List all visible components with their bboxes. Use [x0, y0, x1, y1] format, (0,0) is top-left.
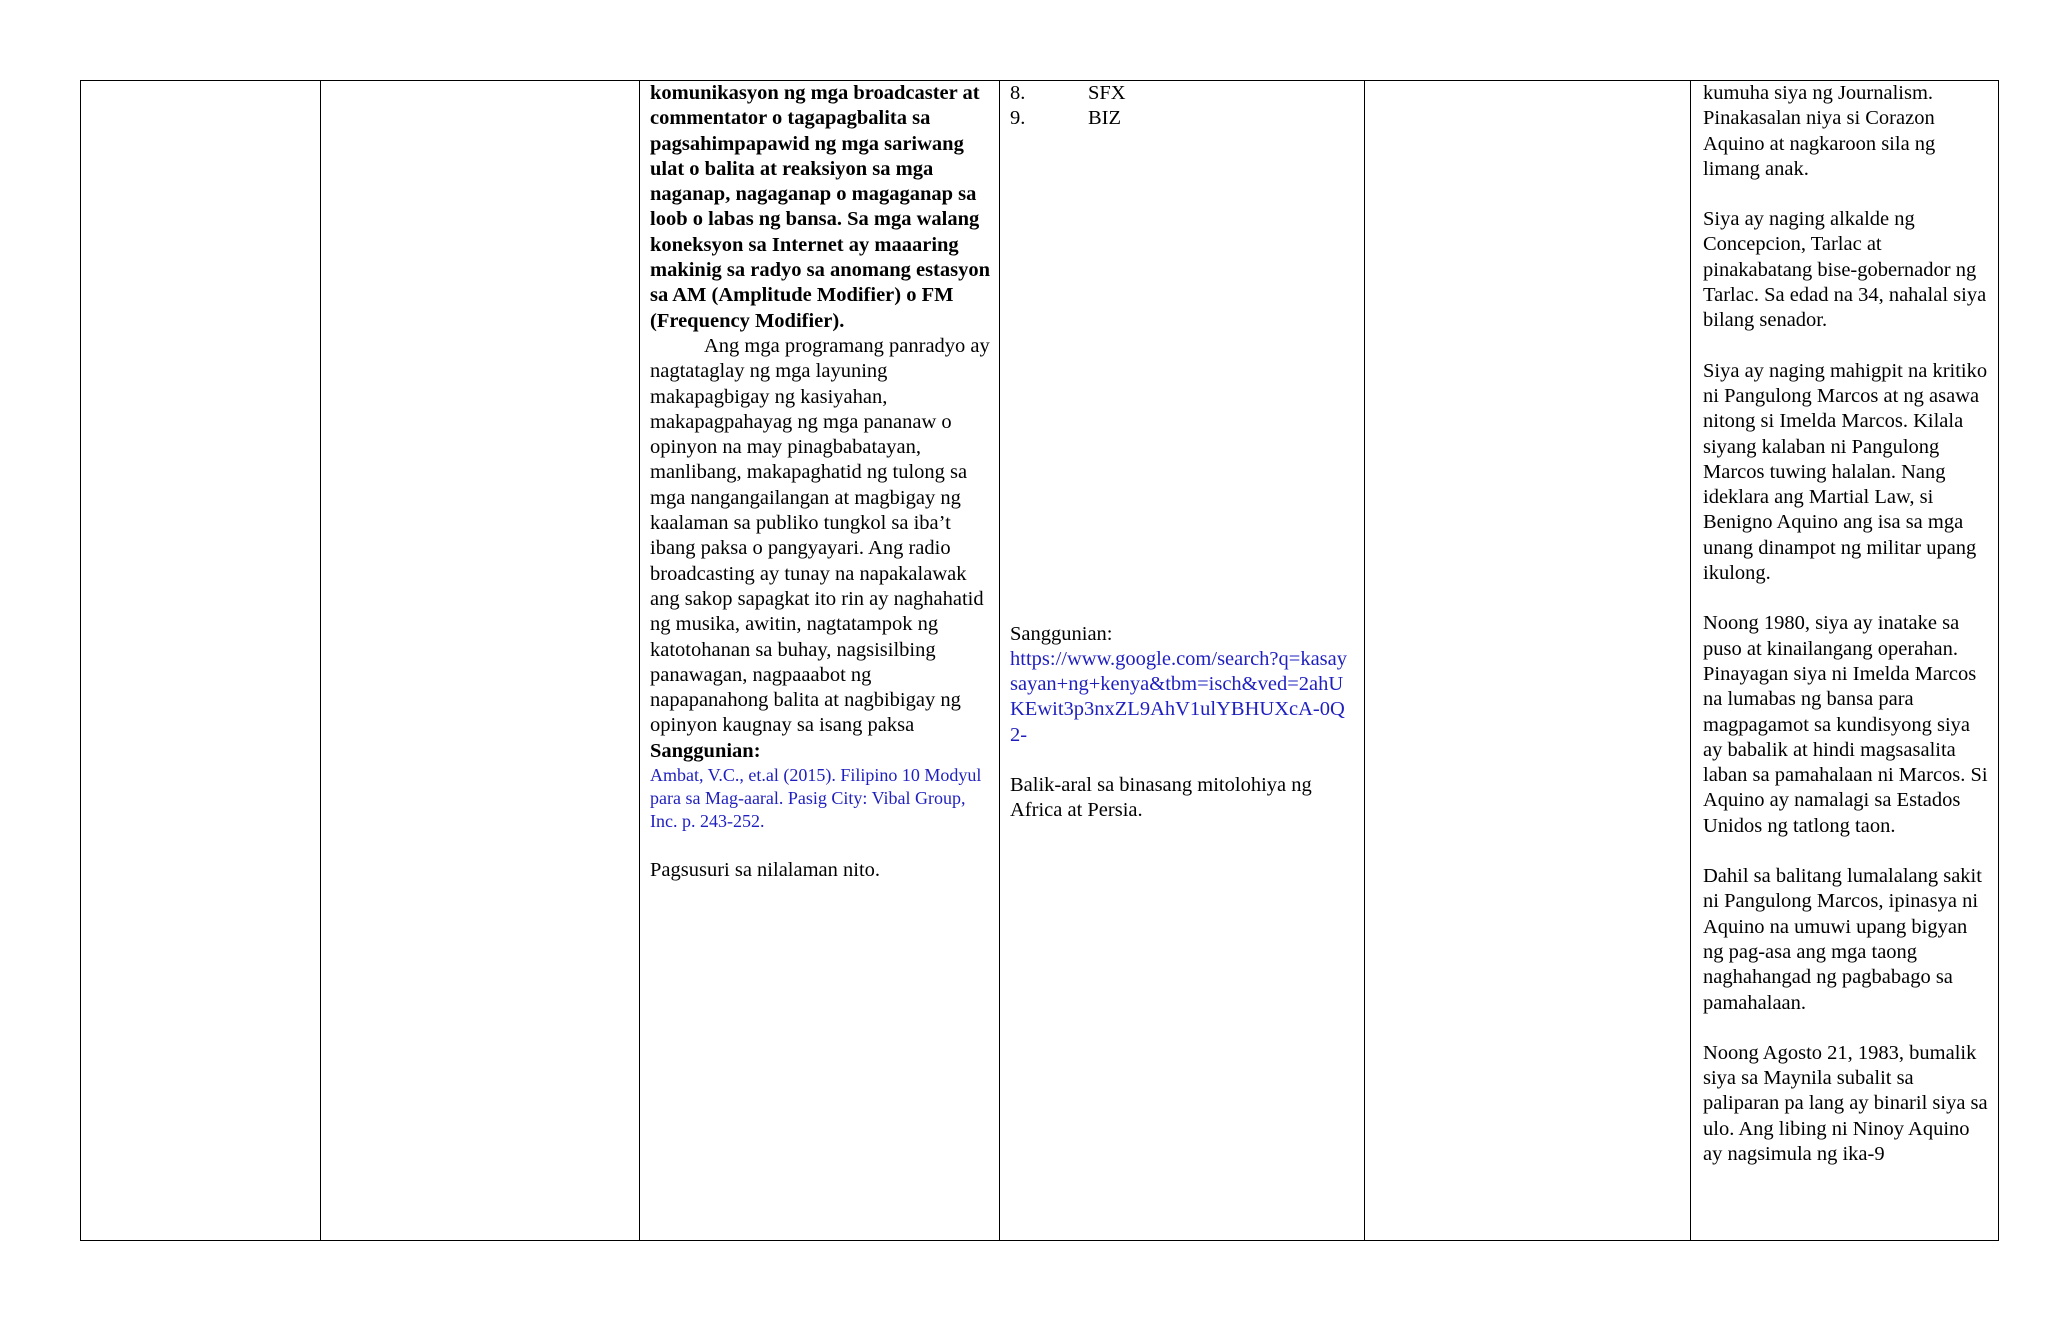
spacer — [1703, 182, 1992, 207]
table-cell-empty — [81, 81, 320, 1240]
spacer — [1703, 334, 1992, 359]
bold-intro-text: komunikasyon ng mga broadcaster at commentator o tagapagbalita sa pagsahimpapawid ng mga sariwang ulat o balita at reaksiyon sa mga naganap, nagaganap o magaganap sa loob o labas ng bansa. Sa mga walang koneksyon sa Internet ay maaaring makinig sa radyo sa anomang estasyon sa AM (Amplitude Modifier) o FM (Frequency Modifier). — [650, 82, 991, 332]
spacer — [1010, 132, 1354, 622]
list-item — [1010, 106, 1354, 131]
table-cell-content — [640, 81, 999, 1240]
paragraph-text: Dahil sa balitang lumalalang sakit ni Pangulong Marcos, ipinasya ni Aquino na umuwi upang bigyan ng pag-asa ang mga taong naghahangad ng pagbabago sa pamahalaan. — [1703, 865, 1982, 1014]
table-cell-content — [1691, 81, 2000, 1240]
list-number: 8. — [1010, 82, 1026, 104]
reference-heading: Sanggunian: — [1010, 622, 1113, 645]
reference-heading: Sanggunian: — [650, 739, 761, 762]
paragraph-text: Siya ay naging mahigpit na kritiko ni Pangulong Marcos at ng asawa nitong si Imelda Marcos. Kilala siyang kalaban ni Pangulong Marcos tuwing halalan. Nang ideklara ang Martial Law, si Benigno Aquino ang isa sa mga unang dinampot ng militar upang ikulong. — [1703, 359, 1988, 585]
paragraph-text: kumuha siya ng Journalism. Pinakasalan niya si Corazon Aquino at nagkaroon sila ng limang anak. — [1703, 82, 1936, 180]
list-label: SFX — [1088, 82, 1126, 104]
spacer — [1703, 586, 1992, 611]
reference-link[interactable]: https://www.google.com/search?q=kasaysayan+ng+kenya&tbm=isch&ved=2ahUKEwit3p3nxZL9AhV1ulYBHUXcA-0Q2- — [1010, 647, 1348, 746]
spacer — [650, 833, 991, 858]
list-item — [1010, 81, 1354, 106]
spacer — [1703, 839, 1992, 864]
closing-text: Balik-aral sa binasang mitolohiya ng Africa at Persia. — [1010, 774, 1312, 822]
spacer — [1010, 748, 1354, 773]
table-cell-content — [1000, 81, 1364, 1240]
lesson-plan-table — [80, 80, 1999, 1241]
spacer — [1703, 1016, 1992, 1041]
table-cell-empty — [1365, 81, 1690, 1240]
closing-text: Pagsusuri sa nilalaman nito. — [650, 859, 881, 882]
table-cell-empty — [321, 81, 639, 1240]
paragraph-text: Siya ay naging alkalde ng Concepcion, Tarlac at pinakabatang bise-gobernador ng Tarlac. Sa edad na 34, nahalal siya bilang senador. — [1703, 208, 1987, 332]
citation-text: Ambat, V.C., et.al (2015). Filipino 10 Modyul para sa Mag-aaral. Pasig City: Vibal Group, Inc. p. 243-252. — [650, 765, 982, 832]
list-label: BIZ — [1088, 107, 1122, 130]
list-number: 9. — [1010, 107, 1026, 130]
paragraph-text: Noong Agosto 21, 1983, bumalik siya sa Maynila subalit sa paliparan pa lang ay binaril siya sa ulo. Ang libing ni Ninoy Aquino ay nagsimula ng ika-9 — [1703, 1041, 1988, 1165]
paragraph-text: Ang mga programang panradyo ay nagtataglay ng mga layuning makapagbigay ng kasiyahan, makapagpahayag ng mga pananaw o opinyon na may pinagbabatayan, manlibang, makapaghatid ng tulong sa mga nangangailangan at magbigay ng kaalaman sa publiko tungkol sa iba’t ibang paksa o pangyayari. Ang radio broadcasting ay tunay na napakalawak ang sakop sapagkat ito rin ay naghahatid ng musika, awitin, nagtatampok ng katotohanan sa buhay, nagsisilbing panawagan, nagpaaabot ng napapanahong balita at nagbibigay ng opinyon kaugnay sa isang paksa — [650, 334, 990, 737]
paragraph-text: Noong 1980, siya ay inatake sa puso at kinailangang operahan. Pinayagan siya ni Imelda Marcos na lumabas ng bansa para magpagamot sa kundisyong siya ay babalik at hindi magsasalita laban sa pamahalaan ni Marcos. Si Aquino ay namalagi sa Estados Unidos ng tatlong taon. — [1703, 612, 1988, 837]
